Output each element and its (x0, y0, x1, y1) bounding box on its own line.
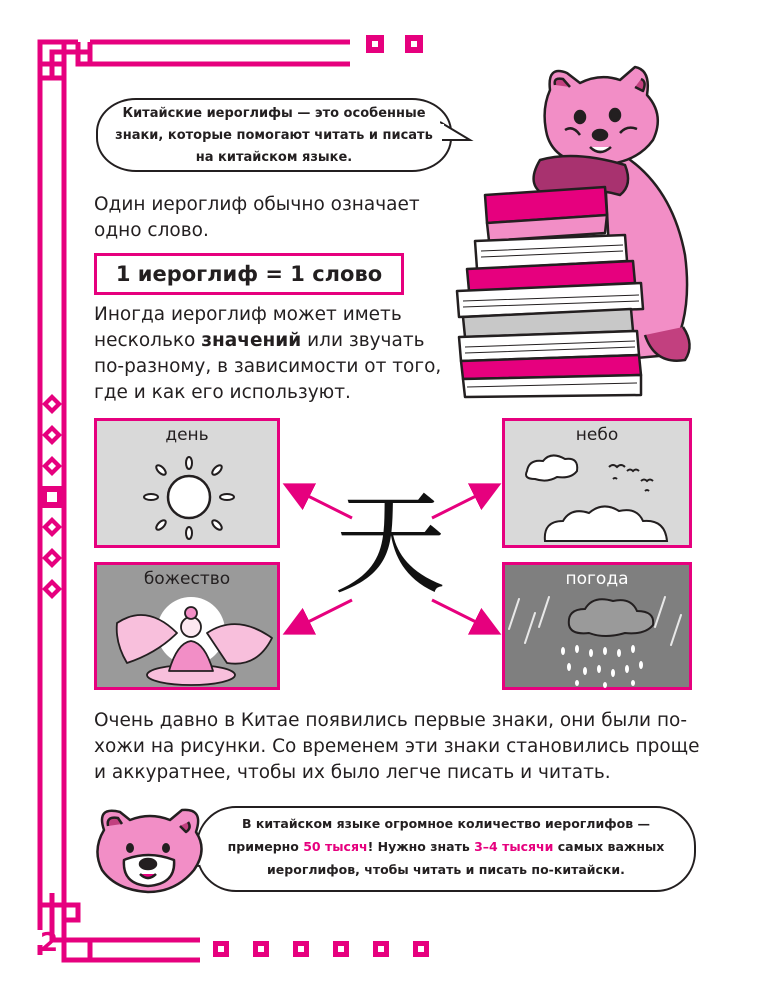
meanings-line-1: Иногда иероглиф может иметь (94, 304, 402, 325)
chinese-character: 天 (334, 480, 446, 610)
meanings-line-2-end: или звучать (301, 330, 425, 351)
intro-bubble-line-1: Китайские иероглифы — это особенные (122, 106, 426, 121)
fact-line-2-c: ! Нужно знать (367, 839, 475, 854)
meanings-line-4: где и как его используют. (94, 382, 351, 403)
fact-line-3: иероглифов, чтобы читать и писать по-китайски. (267, 862, 625, 877)
fact-50k: 50 тысяч (303, 839, 368, 854)
panel-sky-label: небо (575, 425, 619, 445)
intro-bubble-line-2: знаки, которые помогают читать и писать (115, 128, 433, 143)
fact-line-2-e: самых важных (553, 839, 665, 854)
panel-day-label: день (165, 425, 209, 445)
formula-box: 1 иероглиф = 1 слово (94, 253, 404, 295)
meanings-line-2-start: несколько (94, 330, 202, 351)
intro-line-1: Один иероглиф обычно означает (94, 194, 420, 215)
fact-line-2 (196, 836, 696, 858)
panel-deity-label: божество (143, 569, 231, 589)
intro-line-2: одно слово. (94, 220, 209, 241)
meanings-line-3: по-разному, в зависимости от того, (94, 356, 442, 377)
history-line-1: Очень давно в Китае появились первые знаки, они были по- (94, 710, 688, 731)
fact-3-4k: 3–4 тысячи (474, 839, 554, 854)
red-panda-face-icon (90, 800, 210, 895)
meanings-highlight-word: значений (201, 330, 302, 351)
fact-line-1: В китайском языке огромное количество иероглифов — (242, 816, 650, 831)
panel-weather-label: погода (565, 569, 629, 589)
fact-line-2-a: примерно (227, 839, 304, 854)
history-line-3: и аккуратнее, чтобы их было легче писать и читать. (94, 762, 611, 783)
page-number: 2 (40, 928, 59, 958)
intro-bubble-line-3: на китайском языке. (195, 150, 353, 165)
history-line-2: хожи на рисунки. Со временем эти знаки становились проще (94, 736, 700, 757)
